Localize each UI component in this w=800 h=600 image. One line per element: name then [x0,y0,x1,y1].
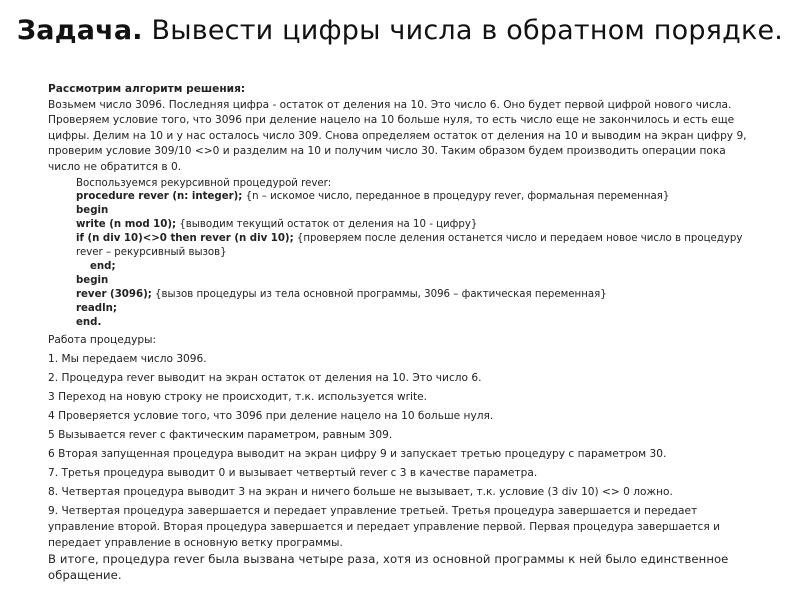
code-line [76,288,758,302]
slide-content [48,82,758,583]
code-comment: {n – искомое число, переданное в процедуру rever, формальная переменная} [242,191,670,203]
code-block [76,177,758,330]
code-comment: {вызов процедуры из тела основной программы, 3096 – фактическая переменная} [151,288,607,300]
code-line [76,218,758,232]
list-item: 3 Переход на новую строку не происходит, т.к. используется write. [48,390,427,403]
code-comment: {проверяем после деления останется число и передаем новое число в процедуру rever – рекурсивный вызов} [76,233,743,259]
code-keyword: procedure rever (n: integer); [76,191,243,203]
list-item: 9. Четвертая процедура завершается и передает управление третьей. Третья процедура завершается и передает управление второй. Вторая процедура завершается и передает управление первой. Первая процедура завершается и передает управление в основную ветку программы. [48,505,720,549]
code-keyword: end; [90,261,116,272]
title-lead: Задача. [16,15,143,46]
list-item: 1. Мы передаем число 3096. [48,352,207,365]
code-intro: Воспользуемся рекурсивной процедурой rever: [76,177,332,189]
list-item: 2. Процедура rever выводит на экран остаток от деления на 10. Это число 6. [48,371,482,384]
list-item: 4 Проверяется условие того, что 3096 при деление нацело на 10 больше нуля. [48,409,494,422]
code-line: readln; [76,302,117,314]
intro-paragraph: Возьмем число 3096. Последняя цифра - остаток от деления на 10. Это число 6. Оно будет первой цифрой нового числа. Проверяем условие того, что 3096 при деление нацело на 10 больше нуля, то есть число еще не закончилось и есть еще цифры. Делим на 10 и у нас осталось число 309. Снова определяем остаток от деления на 10 и выводим на экран цифру 9, проверим условие 309/10 <>0 и разделим на 10 и получим число 30. Таким образом будем производить операции пока число не обратится в 0. [48,98,747,173]
title-rest: Вывести цифры числа в обратном порядке. [142,15,784,46]
intro-heading: Рассмотрим алгоритм решения: [48,83,246,95]
code-keyword: write (n mod 10); [76,219,177,231]
code-line [76,260,758,274]
list-item: 7. Третья процедура выводит 0 и вызывает четвертый rever с 3 в качестве параметра. [48,467,538,480]
code-line [76,232,758,260]
list-item: 8. Четвертая процедура выводит 3 на экран и ничего больше не вызывает, т.к. условие (3 div 10) <> 0 ложно. [48,486,673,499]
code-line [76,190,758,204]
steps-heading: Работа процедуры: [48,333,157,346]
code-line: begin [76,205,109,217]
code-comment: {выводим текущий остаток от деления на 10 - цифру} [176,219,478,231]
code-keyword: if (n div 10)<>0 then rever (n div 10); [76,233,294,245]
steps-list [48,333,758,552]
code-line: begin [76,274,109,286]
list-item: 6 Вторая запущенная процедура выводит на экран цифру 9 и запускает третью процедуру с параметром 30. [48,448,667,461]
code-line: end. [76,316,102,328]
code-keyword: rever (3096); [76,288,152,300]
list-item: 5 Вызывается rever с фактическим параметром, равным 309. [48,429,393,441]
slide-title [0,12,800,50]
conclusion-text: В итоге, процедура rever была вызвана четыре раза, хотя из основной программы к ней было единственное обращение. [48,552,729,583]
